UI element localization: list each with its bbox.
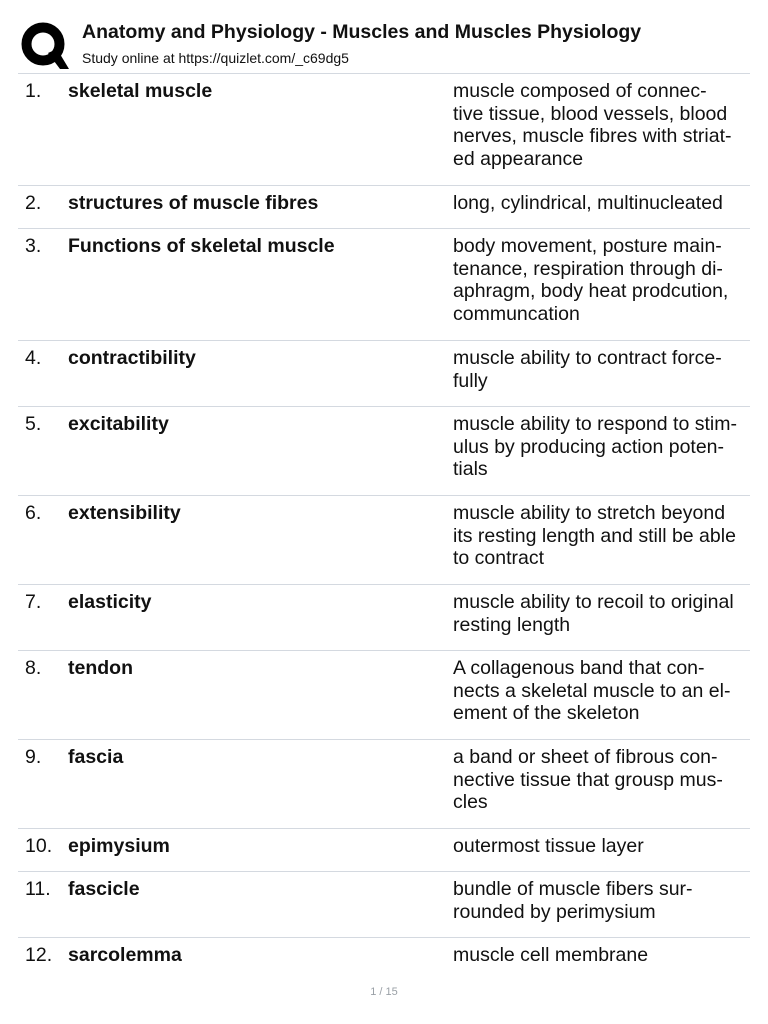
card-term: epimysium [68, 835, 170, 857]
card-number: 9. [25, 746, 42, 768]
card-definition [453, 413, 743, 481]
card-term: excitability [68, 413, 169, 435]
card-definition [453, 192, 743, 215]
definition-line: muscle ability to stretch beyond [453, 502, 726, 524]
definition-line: tials [453, 458, 488, 480]
definition-line: its resting length and still be able [453, 524, 736, 547]
definition-line: fully [453, 369, 488, 392]
definition-line: nerves, muscle fibres with striat- [453, 125, 732, 147]
card-term: elasticity [68, 591, 152, 613]
flashcard-row [18, 407, 750, 496]
card-definition [453, 591, 743, 636]
flashcard-row [18, 740, 750, 829]
study-online-link[interactable]: Study online at https://quizlet.com/_c69dg5 [82, 50, 349, 66]
definition-line: to contract [453, 547, 545, 569]
card-term: sarcolemma [68, 944, 182, 966]
definition-line: aphragm, body heat prodcution, [453, 280, 729, 302]
card-number: 5. [25, 413, 42, 435]
definition-line: muscle ability to respond to stim- [453, 413, 737, 435]
flashcard-row [18, 74, 750, 186]
card-term: fascia [68, 746, 124, 768]
card-number: 3. [25, 235, 42, 257]
card-number: 1. [25, 80, 42, 102]
flashcard-row [18, 651, 750, 740]
definition-line: resting length [453, 613, 571, 636]
definition-line: rounded by perimysium [453, 900, 656, 923]
flashcard-row [18, 186, 750, 229]
flashcard-row [18, 872, 750, 938]
definition-line: cles [453, 791, 488, 813]
flashcard-list [18, 74, 750, 981]
page-number: 1 / 15 [370, 986, 398, 998]
flashcard-row [18, 496, 750, 585]
card-number: 8. [25, 657, 42, 679]
card-definition [453, 878, 743, 923]
definition-line: A collagenous band that con- [453, 657, 705, 679]
card-term: structures of muscle fibres [68, 192, 319, 214]
card-definition [453, 746, 743, 814]
definition-line: muscle composed of connec- [453, 80, 707, 102]
card-definition [453, 502, 743, 570]
definition-line: body movement, posture main- [453, 235, 722, 257]
page-header [18, 18, 750, 74]
definition-line: muscle ability to recoil to original [453, 591, 734, 613]
card-term: contractibility [68, 347, 196, 369]
card-number: 10. [25, 835, 53, 857]
card-definition [453, 835, 743, 858]
definition-line: tive tissue, blood vessels, blood [453, 102, 728, 125]
quizlet-q-logo-icon [20, 20, 70, 70]
card-number: 4. [25, 347, 42, 369]
card-term: extensibility [68, 502, 181, 524]
flashcard-row [18, 229, 750, 341]
definition-line: tenance, respiration through di- [453, 257, 723, 280]
flashcard-row [18, 585, 750, 651]
card-term: tendon [68, 657, 133, 679]
definition-line: ement of the skeleton [453, 702, 640, 724]
card-definition [453, 657, 743, 725]
card-definition [453, 944, 743, 967]
definition-line: muscle ability to contract force- [453, 347, 722, 369]
card-number: 6. [25, 502, 42, 524]
card-definition [453, 80, 743, 170]
definition-line: ed appearance [453, 147, 584, 170]
flashcard-row [18, 341, 750, 407]
card-term: fascicle [68, 878, 140, 900]
flashcard-row [18, 829, 750, 872]
card-definition [453, 347, 743, 392]
card-number: 2. [25, 192, 42, 214]
definition-line: outermost tissue layer [453, 835, 644, 857]
definition-line: muscle cell membrane [453, 944, 649, 966]
card-term: skeletal muscle [68, 80, 213, 102]
card-definition [453, 235, 743, 325]
definition-line: ulus by producing action poten- [453, 435, 725, 458]
definition-line: a band or sheet of fibrous con- [453, 746, 718, 768]
document-title: Anatomy and Physiology - Muscles and Muscles Physiology [82, 21, 642, 43]
definition-line: nects a skeletal muscle to an el- [453, 679, 731, 702]
definition-line: long, cylindrical, multinucleated [453, 192, 723, 214]
card-number: 7. [25, 591, 42, 613]
definition-line: bundle of muscle fibers sur- [453, 878, 693, 900]
definition-line: nective tissue that grousp mus- [453, 768, 723, 791]
card-number: 11. [25, 878, 51, 900]
card-number: 12. [25, 944, 53, 966]
flashcard-row [18, 938, 750, 981]
card-term: Functions of skeletal muscle [68, 235, 335, 257]
definition-line: communcation [453, 302, 580, 325]
